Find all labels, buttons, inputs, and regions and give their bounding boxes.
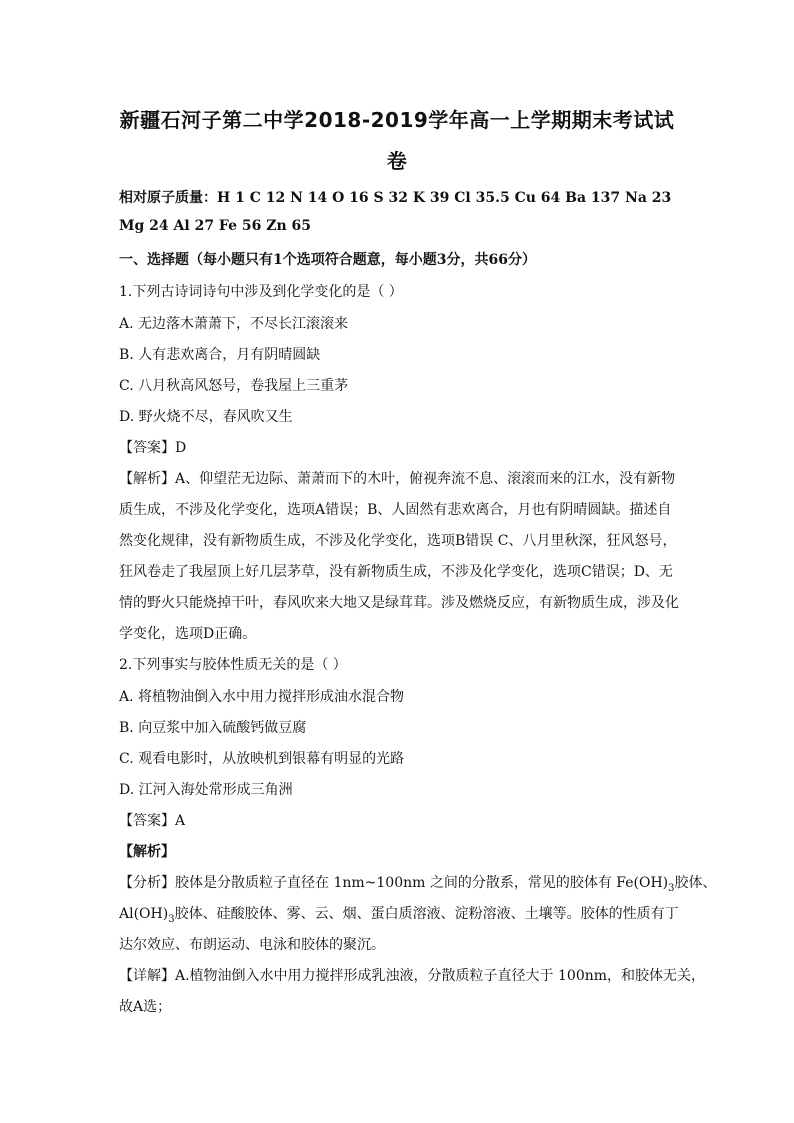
fenxi-text: 胶体、硅酸胶体、雾、云、烟、蛋白质溶液、淀粉溶液、土壤等。胶体的性质有丁 xyxy=(174,906,679,922)
question-2-option-c: C. 观看电影时，从放映机到银幕有明显的光路 xyxy=(119,751,405,767)
question-1-answer: 【答案】D xyxy=(119,440,187,456)
question-1-analysis-line: 学变化，选项D正确。 xyxy=(119,626,257,642)
question-2-analysis-label: 【解析】 xyxy=(119,844,175,860)
question-2-detail-line-2: 故A选； xyxy=(119,999,172,1015)
question-2-option-a: A. 将植物油倒入水中用力搅拌形成油水混合物 xyxy=(119,689,405,705)
question-2-detail-line-1: 【详解】A.植物油倒入水中用力搅拌形成乳浊液，分散质粒子直径大于 100nm，和胶体无关， xyxy=(119,968,706,984)
question-1-stem: 1.下列古诗词诗句中涉及到化学变化的是（ ） xyxy=(119,284,403,300)
atomic-mass-line-2: Mg 24 Al 27 Fe 56 Zn 65 xyxy=(119,218,311,234)
fenxi-text: 胶体、 xyxy=(674,875,717,891)
question-1-option-b: B. 人有悲欢离合，月有阴晴圆缺 xyxy=(119,347,321,363)
question-1-option-d: D. 野火烧不尽，春风吹又生 xyxy=(119,409,293,425)
question-2-option-d: D. 江河入海处常形成三角洲 xyxy=(119,782,293,798)
question-1-option-c: C. 八月秋高风怒号，卷我屋上三重茅 xyxy=(119,378,349,394)
document-title-line-1: 新疆石河子第二中学2018-2019学年高一上学期期末考试试 xyxy=(119,108,675,132)
fenxi-text: Al(OH) xyxy=(119,906,169,922)
question-1-analysis-line: 然变化规律，没有新物质生成，不涉及化学变化，选项B错误 C、八月里秋深，狂风怒号， xyxy=(119,533,677,549)
subscript-3: 3 xyxy=(168,913,175,925)
section-heading-choice: 一、选择题（每小题只有1个选项符合题意，每小题3分，共66分） xyxy=(119,252,536,268)
question-1-analysis-line: 情的野火只能烧掉干叶，春风吹来大地又是绿茸茸。涉及燃烧反应，有新物质生成，涉及化 xyxy=(119,595,679,611)
question-2-fenxi-line-1 xyxy=(119,872,717,894)
question-2-answer: 【答案】A xyxy=(119,813,186,829)
question-2-fenxi-line-2 xyxy=(119,903,679,925)
atomic-mass-line-1: 相对原子质量：H 1 C 12 N 14 O 16 S 32 K 39 Cl 35.5 Cu 64 Ba 137 Na 23 xyxy=(119,190,672,206)
question-1-option-a: A. 无边落木萧萧下，不尽长江滚滚来 xyxy=(119,316,349,332)
question-1-analysis-line: 【解析】A、仰望茫无边际、萧萧而下的木叶，俯视奔流不息、滚滚而来的江水，没有新物 xyxy=(119,471,676,487)
question-1-analysis-line: 狂风卷走了我屋顶上好几层茅草，没有新物质生成，不涉及化学变化，选项C错误；D、无 xyxy=(119,564,673,580)
document-title-line-2: 卷 xyxy=(386,149,408,173)
question-2-fenxi-line-3: 达尔效应、布朗运动、电泳和胶体的聚沉。 xyxy=(119,937,385,953)
question-1-analysis-line: 质生成，不涉及化学变化，选项A错误；B、人固然有悲欢离合，月也有阴晴圆缺。描述自 xyxy=(119,502,672,518)
fenxi-text: 【分析】胶体是分散质粒子直径在 1nm~100nm 之间的分散系，常见的胶体有 Fe(OH) xyxy=(119,875,669,891)
question-2-option-b: B. 向豆浆中加入硫酸钙做豆腐 xyxy=(119,720,307,736)
question-2-stem: 2.下列事实与胶体性质无关的是（ ） xyxy=(119,657,347,673)
subscript-3: 3 xyxy=(668,882,675,894)
